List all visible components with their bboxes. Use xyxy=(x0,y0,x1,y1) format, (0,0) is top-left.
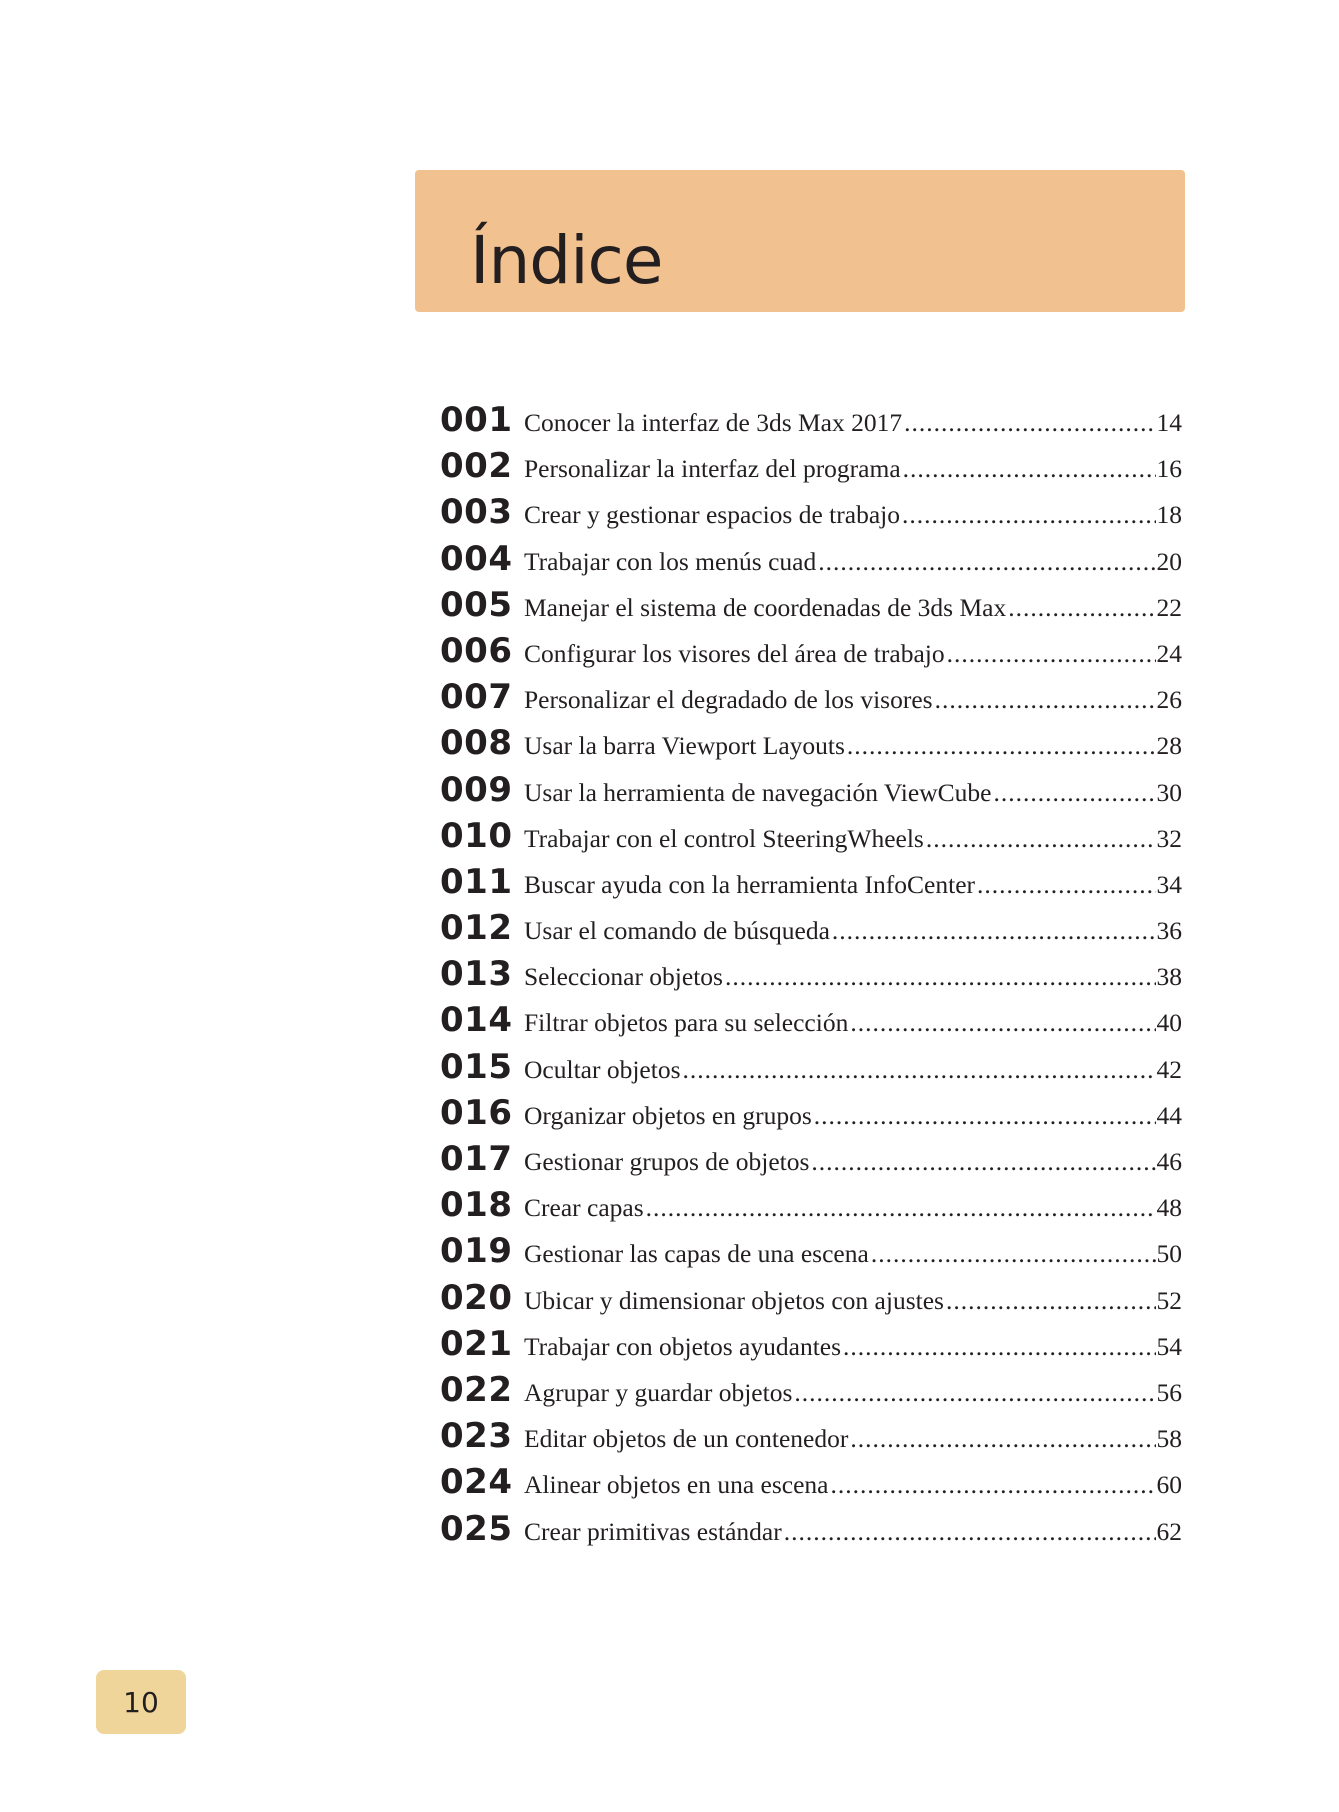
page-title: Índice xyxy=(470,222,663,299)
toc-entry-number: 006 xyxy=(440,630,513,671)
toc-entry-title: Alinear objetos en una escena xyxy=(524,1470,829,1500)
toc-entry[interactable] xyxy=(440,1093,1182,1139)
toc-entry-page: 60 xyxy=(1156,1470,1182,1500)
toc-dot-leader xyxy=(1008,593,1155,623)
toc-entry-number: 024 xyxy=(440,1462,513,1503)
toc-entry-page: 44 xyxy=(1156,1100,1182,1130)
toc-entry-title: Ubicar y dimensionar objetos con ajustes xyxy=(524,1285,944,1315)
toc-entry[interactable] xyxy=(440,1462,1182,1508)
toc-entry[interactable] xyxy=(440,585,1182,631)
toc-dot-leader xyxy=(850,1424,1155,1454)
toc-entry-number: 010 xyxy=(440,815,513,856)
toc-entry[interactable] xyxy=(440,954,1182,1000)
toc-entry-page: 56 xyxy=(1156,1377,1182,1407)
toc-dot-leader xyxy=(903,454,1156,484)
toc-entry[interactable] xyxy=(440,631,1182,677)
toc-dot-leader xyxy=(843,1332,1155,1362)
toc-entry[interactable] xyxy=(440,1416,1182,1462)
page-number-badge: 10 xyxy=(96,1670,186,1734)
toc-entry-number: 020 xyxy=(440,1277,513,1318)
toc-entry[interactable] xyxy=(440,677,1182,723)
toc-entry-title: Trabajar con los menús cuad xyxy=(524,546,817,576)
toc-entry[interactable] xyxy=(440,1139,1182,1185)
toc-entry-number: 019 xyxy=(440,1231,513,1272)
toc-dot-leader xyxy=(683,1055,1156,1085)
toc-entry-title: Personalizar el degradado de los visores xyxy=(524,685,933,715)
toc-entry-title: Gestionar grupos de objetos xyxy=(524,1147,810,1176)
toc-entry[interactable] xyxy=(440,770,1182,816)
toc-entry-title: Manejar el sistema de coordenadas de 3ds Max xyxy=(524,592,1007,622)
toc-entry[interactable] xyxy=(440,539,1182,585)
toc-entry-number: 015 xyxy=(440,1046,513,1087)
toc-entry[interactable] xyxy=(440,1047,1182,1093)
toc-dot-leader xyxy=(818,547,1155,577)
toc-dot-leader xyxy=(902,500,1156,530)
toc-entry-title: Configurar los visores del área de trabajo xyxy=(524,638,945,668)
toc-entry-number: 025 xyxy=(440,1508,513,1549)
toc-entry-number: 021 xyxy=(440,1323,513,1364)
toc-entry-number: 014 xyxy=(440,1000,513,1041)
toc-entry-title: Crear primitivas estándar xyxy=(524,1516,782,1546)
toc-entry-number: 013 xyxy=(440,954,513,995)
toc-entry-page: 14 xyxy=(1156,408,1182,437)
toc-dot-leader xyxy=(993,778,1155,808)
toc-dot-leader xyxy=(847,731,1156,761)
toc-dot-leader xyxy=(871,1239,1156,1269)
toc-entry[interactable] xyxy=(440,1370,1182,1416)
toc-entry[interactable] xyxy=(440,908,1182,954)
toc-dot-leader xyxy=(784,1517,1156,1547)
toc-entry-title: Crear capas xyxy=(524,1193,644,1223)
toc-dot-leader xyxy=(946,1286,1156,1316)
toc-entry[interactable] xyxy=(440,1000,1182,1046)
toc-entry[interactable] xyxy=(440,1185,1182,1231)
toc-entry-title: Trabajar con objetos ayudantes xyxy=(524,1331,842,1361)
toc-entry-page: 28 xyxy=(1156,731,1182,761)
toc-entry-page: 54 xyxy=(1156,1331,1182,1361)
toc-dot-leader xyxy=(725,962,1156,992)
toc-entry-page: 24 xyxy=(1156,638,1182,668)
toc-entry[interactable] xyxy=(440,1278,1182,1324)
toc-dot-leader xyxy=(850,1008,1155,1038)
toc-entry-number: 007 xyxy=(440,677,513,718)
toc-entry-number: 004 xyxy=(440,538,513,579)
toc-entry-number: 018 xyxy=(440,1185,513,1226)
toc-entry-title: Usar el comando de búsqueda xyxy=(524,916,830,946)
toc-entry-page: 38 xyxy=(1156,962,1182,992)
toc-entry-page: 40 xyxy=(1156,1008,1182,1038)
toc-entry-number: 012 xyxy=(440,908,513,949)
toc-entry[interactable] xyxy=(440,1324,1182,1370)
toc-entry-title: Trabajar con el control SteeringWheels xyxy=(524,823,924,853)
toc-entry[interactable] xyxy=(440,723,1182,769)
toc-entry[interactable] xyxy=(440,1509,1182,1555)
toc-entry[interactable] xyxy=(440,446,1182,492)
toc-dot-leader xyxy=(832,916,1156,946)
toc-entry-page: 46 xyxy=(1156,1147,1182,1176)
toc-entry-title: Gestionar las capas de una escena xyxy=(524,1239,869,1269)
toc-dot-leader xyxy=(811,1147,1155,1177)
toc-entry-title: Seleccionar objetos xyxy=(524,962,723,992)
toc-entry-title: Personalizar la interfaz del programa xyxy=(524,454,901,484)
toc-entry-number: 003 xyxy=(440,492,513,533)
toc-entry-page: 42 xyxy=(1156,1054,1182,1084)
toc-entry-page: 34 xyxy=(1156,869,1182,899)
toc-entry-page: 32 xyxy=(1156,823,1182,853)
toc-dot-leader xyxy=(935,685,1156,715)
toc-dot-leader xyxy=(947,639,1156,669)
toc-dot-leader xyxy=(830,1470,1155,1500)
toc-entry[interactable] xyxy=(440,1231,1182,1277)
toc-entry-title: Crear y gestionar espacios de trabajo xyxy=(524,500,900,530)
toc-dot-leader xyxy=(646,1193,1156,1223)
toc-entry-page: 18 xyxy=(1156,500,1182,530)
toc-entry-title: Filtrar objetos para su selección xyxy=(524,1008,849,1038)
toc-entry-page: 16 xyxy=(1156,454,1182,484)
toc-entry-number: 005 xyxy=(440,584,513,625)
toc-entry[interactable] xyxy=(440,862,1182,908)
toc-dot-leader xyxy=(814,1101,1156,1131)
toc-entry-page: 50 xyxy=(1156,1239,1182,1269)
toc-entry-title: Organizar objetos en grupos xyxy=(524,1100,812,1130)
toc-entry-page: 48 xyxy=(1156,1193,1182,1223)
toc-entry-page: 20 xyxy=(1156,546,1182,576)
table-of-contents xyxy=(440,400,1182,1555)
toc-entry-page: 62 xyxy=(1156,1516,1182,1546)
toc-entry-title: Buscar ayuda con la herramienta InfoCenter xyxy=(524,869,976,899)
toc-entry-title: Usar la barra Viewport Layouts xyxy=(524,731,845,761)
toc-entry-page: 52 xyxy=(1156,1285,1182,1315)
toc-entry-title: Usar la herramienta de navegación ViewCube xyxy=(524,777,992,807)
toc-entry-number: 001 xyxy=(440,400,513,440)
toc-entry-page: 30 xyxy=(1156,777,1182,807)
toc-entry-number: 017 xyxy=(440,1139,513,1179)
toc-entry-number: 008 xyxy=(440,723,513,764)
toc-entry-page: 58 xyxy=(1156,1424,1182,1454)
toc-entry-title: Conocer la interfaz de 3ds Max 2017 xyxy=(524,408,903,437)
toc-entry-number: 016 xyxy=(440,1092,513,1133)
toc-entry-number: 002 xyxy=(440,446,513,487)
toc-entry-number: 023 xyxy=(440,1416,513,1457)
toc-entry-page: 26 xyxy=(1156,685,1182,715)
toc-entry[interactable] xyxy=(440,816,1182,862)
toc-dot-leader xyxy=(794,1378,1155,1408)
toc-entry[interactable] xyxy=(440,492,1182,538)
toc-dot-leader xyxy=(977,870,1155,900)
toc-entry-number: 009 xyxy=(440,769,513,810)
toc-entry[interactable] xyxy=(440,400,1182,446)
toc-entry-page: 22 xyxy=(1156,592,1182,622)
toc-entry-page: 36 xyxy=(1156,916,1182,946)
toc-entry-title: Agrupar y guardar objetos xyxy=(524,1377,793,1407)
toc-dot-leader xyxy=(904,408,1155,438)
toc-entry-number: 022 xyxy=(440,1369,513,1410)
toc-entry-number: 011 xyxy=(440,861,513,902)
toc-dot-leader xyxy=(926,824,1156,854)
toc-entry-title: Ocultar objetos xyxy=(524,1054,681,1084)
toc-entry-title: Editar objetos de un contenedor xyxy=(524,1424,849,1454)
